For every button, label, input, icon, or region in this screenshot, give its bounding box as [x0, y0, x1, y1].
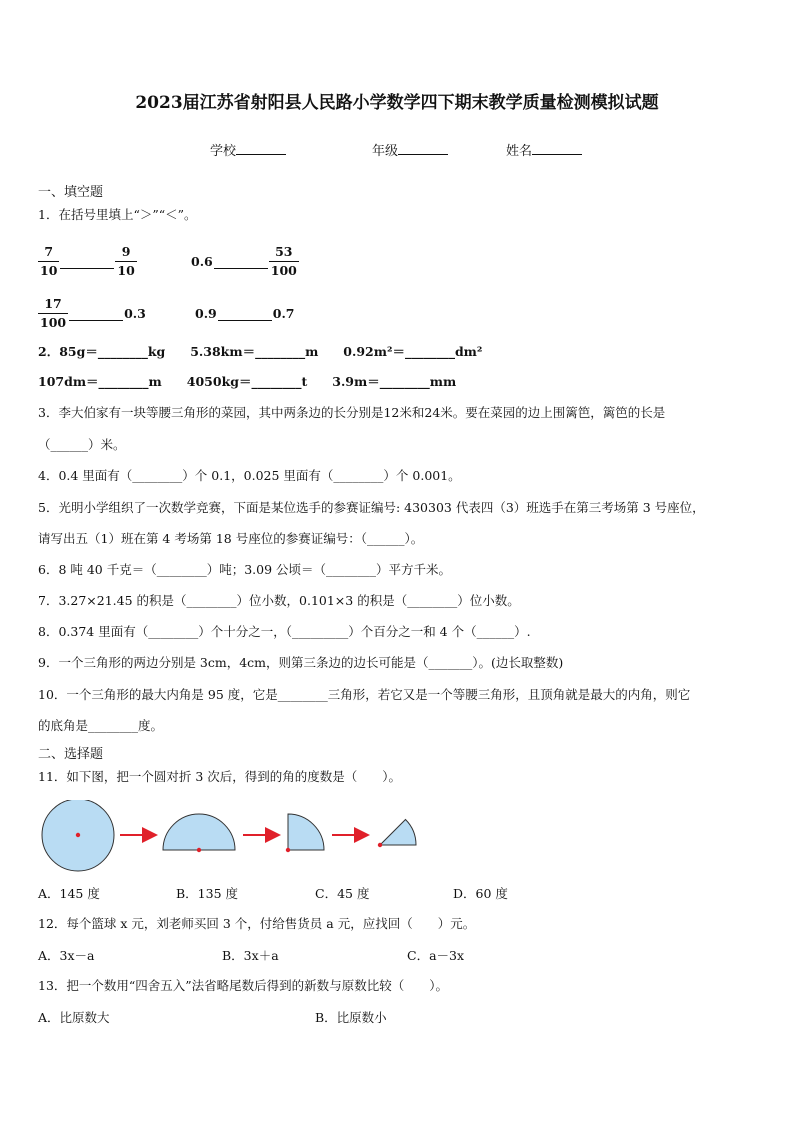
q11-option-b[interactable]: B．135 度 [176, 886, 239, 901]
q3-line1: 3．李大伯家有一块等腰三角形的菜园，其中两条边的长分别是12米和24米。要在菜园的边上围篱笆，篱笆的长是 [38, 405, 666, 420]
grade-label: 年级 [372, 144, 399, 159]
q6-text: 6．8 吨 40 千克＝（________）吨；3.09 公顷＝（________）平方千米。 [38, 562, 452, 577]
quarter-circle-shape [288, 814, 324, 850]
q12-stem: 12．每个篮球 x 元，刘老师买回 3 个，付给售货员 a 元，应找回（ ）元。 [38, 916, 476, 931]
name-label: 姓名 [506, 144, 533, 159]
page-title: 2023届江苏省射阳县人民路小学数学四下期末教学质量检测模拟试题 [135, 93, 659, 113]
q1-a-right-fraction: $\frac{9}{10}$ [117, 244, 135, 278]
q1-a-left-fraction: $\frac{7}{10}$ [40, 244, 58, 278]
q1-compare-b [191, 243, 299, 280]
q1-d-right: 0.7 [272, 306, 295, 321]
q10-line2: 的底角是________度。 [38, 718, 164, 733]
half-circle-shape [163, 814, 235, 850]
grade-blank[interactable] [398, 142, 448, 155]
q5-line2: 请写出五（1）班在第 4 考场第 18 号座位的参赛证编号：（______）。 [38, 531, 424, 546]
eighth-center-dot [378, 843, 382, 847]
circle-center-dot [76, 833, 80, 837]
name-blank[interactable] [532, 142, 582, 155]
q11-option-a[interactable]: A．145 度 [38, 886, 100, 901]
q12-option-b[interactable]: B．3x＋a [222, 948, 279, 963]
q1-stem: 1．在括号里填上“＞”“＜”。 [38, 207, 197, 222]
grade-field [372, 140, 448, 159]
q1-compare-c [38, 295, 146, 332]
q1-compare-d [195, 306, 295, 321]
school-field [210, 140, 286, 159]
q11-stem: 11．如下图，把一个圆对折 3 次后，得到的角的度数是（ ）。 [38, 769, 402, 784]
q11-option-d[interactable]: D．60 度 [453, 886, 508, 901]
q13-stem: 13．把一个数用“四舍五入”法省略尾数后得到的新数与原数比较（ ）。 [38, 978, 448, 993]
q1-b-answer-line[interactable] [214, 267, 268, 269]
circle-folding-figure [36, 800, 426, 880]
school-blank[interactable] [236, 142, 286, 155]
section-choice-heading: 二、选择题 [38, 747, 104, 762]
q10-line1: 10．一个三角形的最大内角是 95 度，它是________三角形，若它又是一个等腰三角形，且顶角就是最大的内角，则它 [38, 687, 691, 702]
section-fill-heading: 一、填空题 [38, 185, 104, 200]
eighth-circle-shape [380, 820, 416, 846]
q12-option-a[interactable]: A．3x－a [38, 948, 95, 963]
q12-option-c[interactable]: C．a－3x [407, 948, 465, 963]
q1-d-answer-line[interactable] [218, 319, 272, 321]
q9-text: 9．一个三角形的两边分别是 3cm，4cm，则第三条边的边长可能是（_______）。(边长取整数) [38, 655, 564, 670]
q13-option-a[interactable]: A．比原数大 [38, 1010, 110, 1025]
q8-text: 8．0.374 里面有（________）个十分之一，（_________）个百分之一和 4 个（______）. [38, 624, 531, 639]
q3-line2: （______）米。 [38, 437, 126, 452]
q4-text: 4．0.4 里面有（________）个 0.1，0.025 里面有（________）个 0.001。 [38, 468, 461, 483]
quarter-center-dot [286, 848, 290, 852]
q1-c-answer-line[interactable] [69, 319, 123, 321]
q1-c-left-fraction: $\frac{17}{100}$ [40, 296, 67, 330]
q1-b-left: 0.6 [191, 254, 213, 269]
q1-c-right: 0.3 [124, 306, 146, 321]
name-field [506, 140, 582, 159]
half-center-dot [197, 848, 201, 852]
q11-option-c[interactable]: C．45 度 [315, 886, 370, 901]
q1-d-left: 0.9 [195, 306, 217, 321]
q1-b-right-fraction: $\frac{53}{100}$ [270, 244, 297, 278]
school-label: 学校 [210, 144, 237, 159]
q7-text: 7．3.27×21.45 的积是（________）位小数，0.101×3 的积是（________）位小数。 [38, 593, 520, 608]
q1-compare-a [38, 243, 137, 280]
q2-line1: 2．85g＝________kg 5.38km＝________m 0.92m²＝________dm² [38, 344, 483, 359]
q13-option-b[interactable]: B．比原数小 [315, 1010, 387, 1025]
q5-line1: 5．光明小学组织了一次数学竞赛，下面是某位选手的参赛证编号: 430303 代表四（3）班选手在第三考场第 3 号座位， [38, 500, 705, 515]
q2-line2: 107dm＝________m 4050kg＝________t 3.9m＝________mm [38, 374, 457, 389]
q1-a-answer-line[interactable] [60, 267, 114, 269]
